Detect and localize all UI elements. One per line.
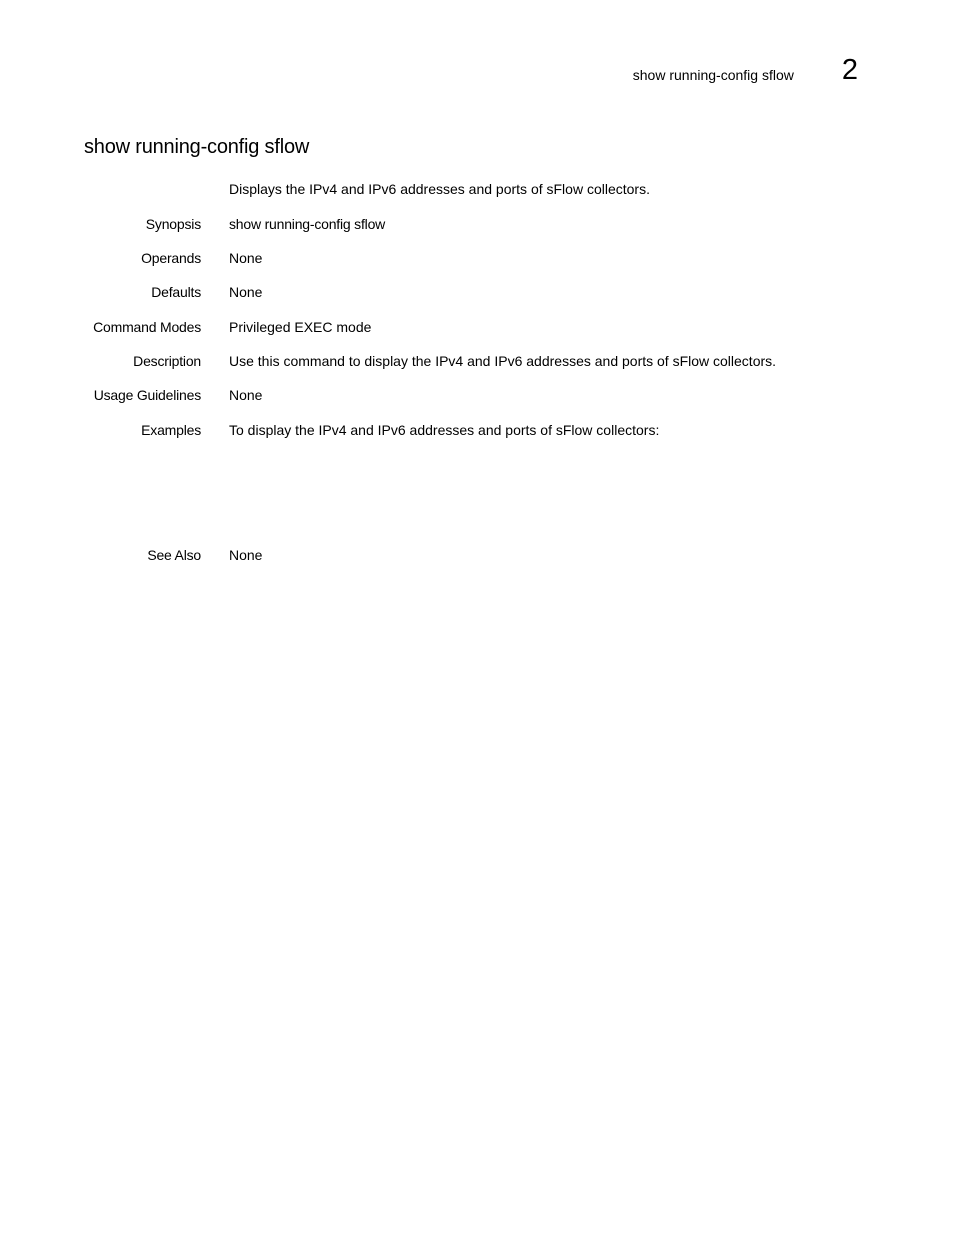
command-modes-text: Privileged EXEC mode xyxy=(229,319,372,335)
operands-row xyxy=(0,248,954,268)
see-also-row xyxy=(0,545,954,565)
description-text: Use this command to display the IPv4 and IPv6 addresses and ports of sFlow collectors. xyxy=(229,353,777,369)
defaults-label: Defaults xyxy=(151,284,201,300)
operands-text: None xyxy=(229,250,263,266)
summary-text: Displays the IPv4 and IPv6 addresses and ports of sFlow collectors. xyxy=(229,181,650,197)
command-modes-label: Command Modes xyxy=(93,319,201,335)
operands-label: Operands xyxy=(141,250,201,266)
summary-row xyxy=(0,179,954,199)
examples-label: Examples xyxy=(141,422,201,438)
chapter-number: 2 xyxy=(841,54,858,86)
see-also-label: See Also xyxy=(147,547,201,563)
description-row xyxy=(0,351,954,371)
synopsis-text: show running-config sflow xyxy=(229,216,386,232)
defaults-text: None xyxy=(229,284,263,300)
synopsis-label: Synopsis xyxy=(145,216,201,232)
running-header xyxy=(633,54,858,86)
usage-guidelines-label: Usage Guidelines xyxy=(93,387,201,403)
usage-guidelines-row xyxy=(0,385,954,405)
defaults-row xyxy=(0,282,954,302)
running-header-title: show running-config sflow xyxy=(632,67,794,83)
examples-text: To display the IPv4 and IPv6 addresses and ports of sFlow collectors: xyxy=(229,422,660,438)
description-label: Description xyxy=(133,353,201,369)
usage-guidelines-text: None xyxy=(229,387,263,403)
examples-row xyxy=(0,420,954,440)
synopsis-row xyxy=(0,214,954,234)
see-also-text: None xyxy=(229,547,263,563)
page-title: show running-config sflow xyxy=(84,136,310,158)
command-modes-row xyxy=(0,317,954,337)
